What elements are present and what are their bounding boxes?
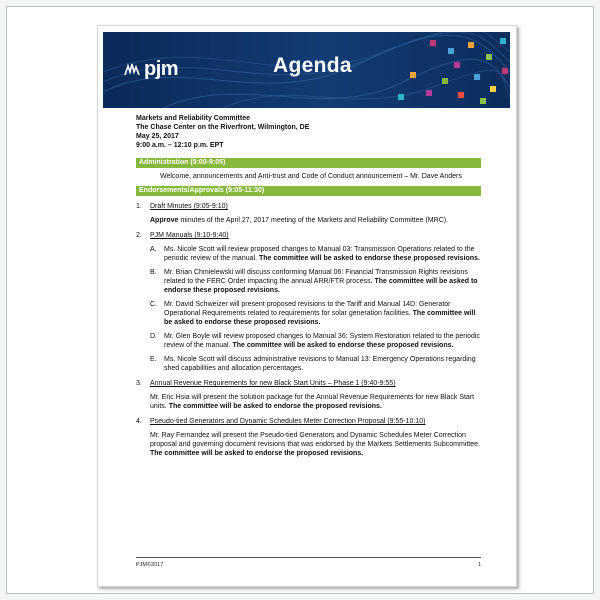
- meeting-name: Markets and Reliability Committee: [136, 115, 250, 122]
- item-body: [150, 216, 481, 225]
- item-title: Pseudo-tied Generators and Dynamic Schedules Meter Correction Proposal (9:55-10:10): [150, 418, 426, 425]
- agenda-title: Agenda: [273, 54, 352, 77]
- sub-item: [150, 245, 481, 263]
- sub-item: [150, 300, 481, 327]
- pjm-logo: [123, 58, 178, 81]
- sub-item-text: Mr. David Schweizer will present proposed revisions to the Tariff and Manual 14D: Generator Operational Requirements related to requirements for solar generation facilities.: [164, 301, 451, 317]
- meeting-date: May 25, 2017: [136, 133, 179, 140]
- sub-item-action: The committee will be asked to endorse these proposed revisions.: [164, 310, 476, 326]
- agenda-content: [136, 114, 481, 458]
- section-header-administration: Administration (9:00-9:05): [136, 158, 481, 168]
- sub-item-letter: C.: [150, 301, 157, 308]
- item-title: Annual Revenue Requirements for new Black Start Units – Phase 1 (9:40-9:55): [150, 380, 396, 387]
- agenda-item-2: [136, 231, 481, 373]
- item-body: [150, 393, 481, 411]
- item-number: 1.: [136, 203, 142, 210]
- item-number: 2.: [136, 232, 142, 239]
- sub-item-action: The committee will be asked to endorse these proposed revisions.: [232, 342, 454, 349]
- sub-item-letter: A.: [150, 246, 157, 253]
- sub-item: [150, 268, 481, 295]
- administration-text: Welcome, announcements and Anti-trust and Code of Conduct announcement – Mr. Dave Anders: [160, 173, 462, 180]
- meeting-location: The Chase Center on the Riverfront, Wilmington, DE: [136, 124, 310, 131]
- sub-item-text: Ms. Nicole Scott will discuss administrative revisions to Manual 13: Emergency Operations regarding shed capabilities and allocation percentages.: [164, 356, 476, 372]
- item-body-text: Mr. Eric Hsia will present the solution package for the Annual Revenue Requirements for new Black Start units.: [150, 394, 475, 410]
- sub-item-text: Ms. Nicole Scott will review proposed changes to Manual 03: Transmission Operations related to the periodic review of the manual.: [164, 246, 475, 262]
- pjm-logo-text: pjm: [144, 58, 179, 80]
- page-footer: [136, 562, 481, 568]
- item-body-text: minutes of the April 27, 2017 meeting of the Markets and Reliability Committee (MRC).: [178, 217, 449, 224]
- item-body-bold: Approve: [150, 217, 179, 224]
- viewer-frame: [6, 6, 594, 594]
- sub-item-letter: E.: [150, 356, 157, 363]
- sub-item-letter: B.: [150, 269, 157, 276]
- section-header-endorsements: Endorsements/Approvals (9:05-11:30): [136, 186, 481, 196]
- item-body-text: Mr. Ray Fernandez will present the Pseudo-tied Generators and Dynamic Schedules Meter Correction proposal and governing document revisions that was endorsed by the Markets Settlements Subcommittee.: [150, 432, 480, 448]
- sub-item-action: The committee will be asked to endorse these proposed revisions.: [164, 278, 478, 294]
- document-page: [97, 25, 517, 587]
- footer-divider: [136, 557, 481, 558]
- agenda-item-1: [136, 202, 481, 225]
- agenda-item-4: [136, 417, 481, 458]
- item-title: PJM Manuals (9:10-9:40): [150, 232, 229, 239]
- header-banner: [103, 32, 510, 108]
- meeting-time: 9:00 a.m. – 12:10 p.m. EPT: [136, 142, 224, 149]
- decorative-squares: [390, 32, 510, 108]
- sub-item-action: The committee will be asked to endorse these proposed revisions.: [258, 255, 480, 262]
- footer-doc-id: PJM©2017: [136, 562, 164, 568]
- item-title: Draft Minutes (9:05-9:10): [150, 203, 228, 210]
- item-body: [150, 431, 481, 458]
- agenda-item-3: [136, 379, 481, 411]
- sub-item-text: Mr. Brian Chmielewski will discuss conforming Manual 06: Financial Transmission Rights revisions related to the FERC Order impacting the annual ARR/FTR process.: [164, 269, 468, 285]
- sub-item-list: [150, 245, 481, 373]
- pjm-logo-icon: [123, 62, 141, 78]
- item-number: 3.: [136, 380, 142, 387]
- sub-item-letter: D.: [150, 333, 157, 340]
- footer-page-number: 1: [477, 562, 481, 568]
- meeting-info: [136, 114, 481, 150]
- sub-item: [150, 332, 481, 350]
- item-number: 4.: [136, 418, 142, 425]
- item-body-action: The committee will be asked to endorse the proposed revisions.: [168, 403, 382, 410]
- item-body-action: The committee will be asked to endorse the proposed revisions.: [150, 450, 364, 457]
- sub-item: [150, 355, 481, 373]
- sub-item-text: Mr. Glen Boyle will review proposed changes to Manual 36: System Restoration related to the periodic review of the manual.: [164, 333, 480, 349]
